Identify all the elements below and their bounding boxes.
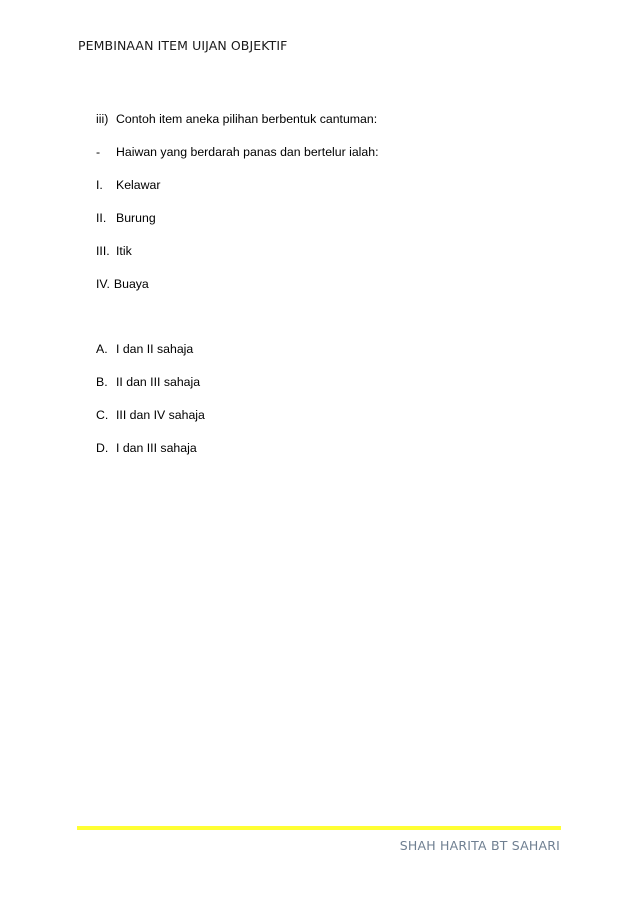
- option-marker: C.: [96, 408, 109, 422]
- question-text: Haiwan yang berdarah panas dan bertelur ialah:: [116, 145, 379, 159]
- footer-author: SHAH HARITA BT SAHARI: [399, 838, 560, 853]
- statement-item: [96, 178, 160, 193]
- statement-text: Buaya: [113, 277, 149, 291]
- page-header-title: PEMBINAAN ITEM UIJAN OBJEKTIF: [78, 38, 288, 53]
- statement-text: Kelawar: [116, 178, 161, 192]
- intro-text: Contoh item aneka pilihan berbentuk cantuman:: [116, 112, 378, 126]
- answer-option: [96, 342, 193, 357]
- option-marker: A.: [96, 342, 108, 356]
- option-marker: B.: [96, 375, 108, 389]
- statement-item: [96, 211, 156, 226]
- statement-item: [96, 244, 132, 259]
- answer-option: [96, 441, 197, 456]
- statement-text: Burung: [116, 211, 156, 225]
- question-stem: [96, 145, 379, 160]
- option-text: II dan III sahaja: [116, 375, 201, 389]
- answer-option: [96, 408, 205, 423]
- answer-option: [96, 375, 200, 390]
- option-marker: D.: [96, 441, 109, 455]
- intro-marker: iii): [96, 112, 109, 126]
- statement-text: Itik: [116, 244, 132, 258]
- option-text: I dan II sahaja: [116, 342, 194, 356]
- option-text: III dan IV sahaja: [116, 408, 205, 422]
- option-text: I dan III sahaja: [116, 441, 197, 455]
- statement-item: [96, 277, 149, 292]
- statement-marker: I.: [96, 178, 103, 192]
- statement-marker: IV.: [96, 277, 110, 291]
- statement-marker: II.: [96, 211, 107, 225]
- statement-marker: III.: [96, 244, 110, 258]
- question-marker: -: [96, 145, 101, 159]
- footer-rule: [77, 826, 561, 830]
- intro-line: [96, 112, 377, 127]
